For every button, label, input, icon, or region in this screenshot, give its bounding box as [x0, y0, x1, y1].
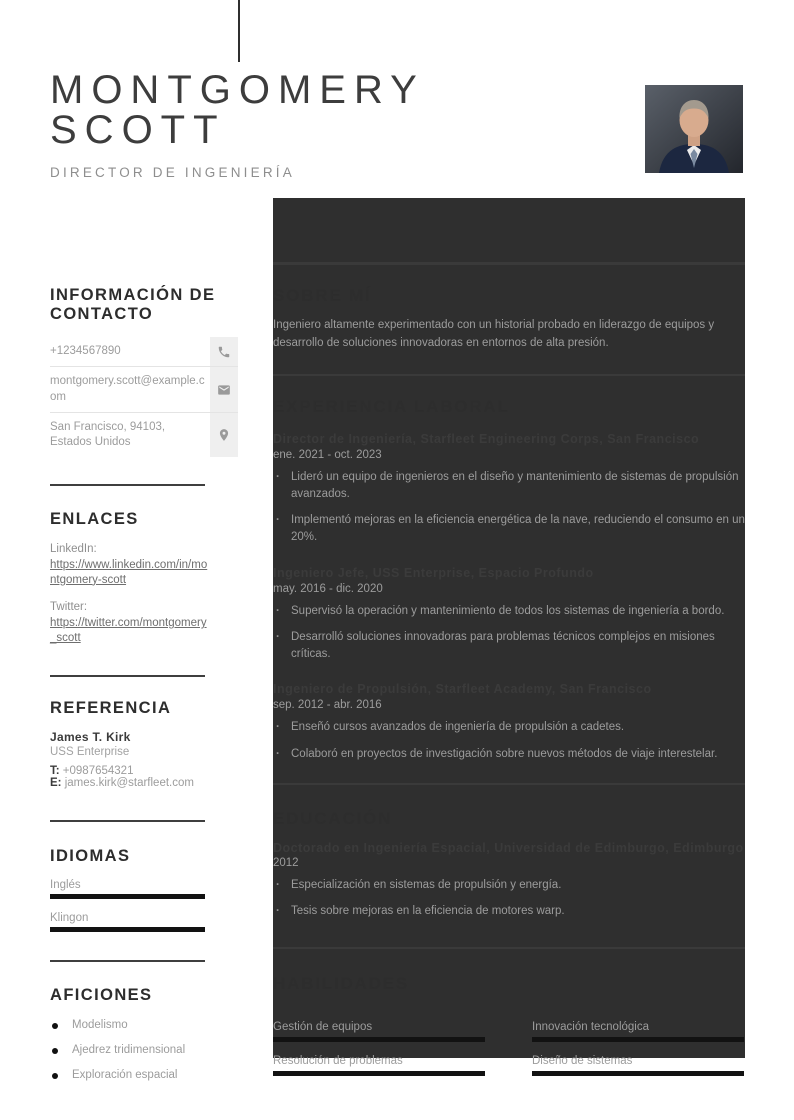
hobby-item: Modelismo — [50, 1019, 238, 1031]
location-pin-icon — [210, 413, 238, 457]
skill-item — [532, 1021, 744, 1042]
header — [50, 70, 610, 180]
profile-photo — [645, 85, 743, 173]
language-level-bar — [50, 927, 205, 932]
reference-email — [50, 777, 238, 789]
job-bullet: · Lideró un equipo de ingenieros en el diseño y mantenimiento de sistemas de propulsión avanzados. — [273, 469, 745, 504]
phone-value: +1234567890 — [50, 345, 121, 358]
job-bullet: · Implementó mejoras en la eficiencia energética de la nave, reduciendo el consumo en un 20%. — [273, 512, 745, 547]
education-year: 2012 — [273, 856, 299, 869]
skill-level-bar — [532, 1071, 744, 1076]
job-bullet-list — [273, 469, 745, 547]
education-bullet-list — [273, 877, 745, 921]
skill-level-bar — [273, 1071, 485, 1076]
job-bullet: · Enseñó cursos avanzados de ingeniería de propulsión a cadetes. — [273, 719, 745, 736]
job-dates: ene. 2021 - oct. 2023 — [273, 448, 382, 461]
skills-grid — [273, 1021, 745, 1076]
language-item — [50, 879, 238, 899]
skill-item — [273, 1021, 485, 1042]
reference-phone-label: T: — [50, 764, 60, 777]
education-section-heading: EDUCACIÓN — [273, 808, 393, 828]
language-name: Klingon — [50, 911, 89, 924]
reference-phone — [50, 765, 238, 777]
hobby-item: Exploración espacial — [50, 1069, 238, 1081]
education-bullet: · Tesis sobre mejoras en la eficiencia de motores warp. — [273, 903, 745, 920]
language-item — [50, 912, 238, 932]
hobbies-section-heading: AFICIONES — [50, 985, 153, 1004]
reference-email-label: E: — [50, 776, 62, 789]
job-bullet-list — [273, 719, 745, 763]
hobby-list — [50, 1019, 238, 1081]
section-divider — [273, 783, 745, 785]
phone-icon — [210, 337, 238, 366]
link-item-linkedin — [50, 542, 238, 587]
reference-phone-value: +0987654321 — [62, 764, 134, 777]
language-name: Inglés — [50, 878, 81, 891]
contact-row-email — [50, 367, 238, 412]
section-divider — [273, 374, 745, 376]
section-divider — [50, 820, 205, 822]
hobby-item: Ajedrez tridimensional — [50, 1044, 238, 1056]
links-section-heading: ENLACES — [50, 510, 139, 529]
skill-level-bar — [532, 1037, 744, 1042]
reference-name: James T. Kirk — [50, 729, 131, 744]
job-bullet: · Supervisó la operación y mantenimiento de todos los sistemas de ingeniería a bordo. — [273, 603, 745, 620]
skill-item — [273, 1055, 485, 1076]
skill-name: Gestión de equipos — [273, 1021, 373, 1034]
skill-name: Diseño de sistemas — [532, 1055, 633, 1068]
job-dates: may. 2016 - dic. 2020 — [273, 582, 383, 595]
about-text: Ingeniero altamente experimentado con un historial probado en liderazgo de equipos y desarrollo de soluciones innovadoras en entornos de alta presión. — [273, 319, 715, 349]
link-item-twitter — [50, 600, 238, 645]
top-vertical-rule — [238, 0, 240, 62]
experience-section-heading: EXPERIENCIA LABORAL — [273, 396, 510, 416]
reference-section-heading: REFERENCIA — [50, 698, 172, 717]
sidebar — [50, 280, 238, 1094]
skills-section-heading: HABILIDADES — [273, 974, 409, 994]
skill-name: Innovación tecnológica — [532, 1021, 649, 1034]
linkedin-label: LinkedIn: — [50, 543, 97, 556]
profile-photo-illustration — [645, 85, 743, 173]
address-value: San Francisco, 94103, Estados Unidos — [50, 420, 166, 448]
contact-list — [50, 337, 238, 457]
twitter-label: Twitter: — [50, 601, 88, 614]
job-bullet-list — [273, 603, 745, 664]
twitter-link[interactable]: https://twitter.com/montgomery_scott — [50, 617, 207, 644]
job-title: Ingeniero de Propulsión, Starfleet Academy, San Francisco — [273, 682, 652, 697]
job-title: Ingeniero Jefe, USS Enterprise, Espacio Profundo — [273, 565, 594, 580]
contact-section-heading: INFORMACIÓN DE CONTACTO — [50, 286, 216, 324]
skill-item — [532, 1055, 744, 1076]
language-level-bar — [50, 894, 205, 899]
reference-email-value: james.kirk@starfleet.com — [64, 776, 194, 789]
job-bullet: · Colaboró en proyectos de investigación sobre nuevos métodos de viaje interestelar. — [273, 746, 745, 763]
section-divider — [50, 675, 205, 677]
linkedin-link[interactable]: https://www.linkedin.com/in/montgomery-scott — [50, 558, 208, 586]
skill-name: Resolución de problemas — [273, 1055, 403, 1068]
languages-section-heading: IDIOMAS — [50, 846, 131, 865]
education-degree: Doctorado en Ingeniería Espacial, Universidad de Edimburgo, Edimburgo — [273, 840, 744, 855]
main-column — [273, 255, 745, 1076]
job-bullet: · Desarrolló soluciones innovadoras para problemas técnicos complejos en misiones críticas. — [273, 629, 745, 664]
mail-icon — [210, 367, 238, 411]
contact-row-address — [50, 413, 238, 457]
experience-entry — [273, 682, 745, 763]
section-divider — [273, 947, 745, 949]
person-name: MONTGOMERY SCOTT — [50, 68, 425, 152]
job-title: Director de Ingeniería, Starfleet Engineering Corps, San Francisco — [273, 431, 700, 446]
reference-company: USS Enterprise — [50, 745, 130, 758]
education-bullet: · Especialización en sistemas de propulsión y energía. — [273, 877, 745, 894]
person-job-title: DIRECTOR DE INGENIERÍA — [50, 165, 295, 180]
job-dates: sep. 2012 - abr. 2016 — [273, 699, 382, 712]
experience-entry — [273, 566, 745, 664]
section-divider — [273, 262, 745, 265]
email-value: montgomery.scott@example.com — [50, 375, 205, 403]
section-divider — [50, 960, 205, 962]
contact-row-phone — [50, 337, 238, 367]
skill-level-bar — [273, 1037, 485, 1042]
experience-entry — [273, 432, 745, 547]
section-divider — [50, 484, 205, 486]
about-section-heading: SOBRE MÍ — [273, 286, 372, 305]
